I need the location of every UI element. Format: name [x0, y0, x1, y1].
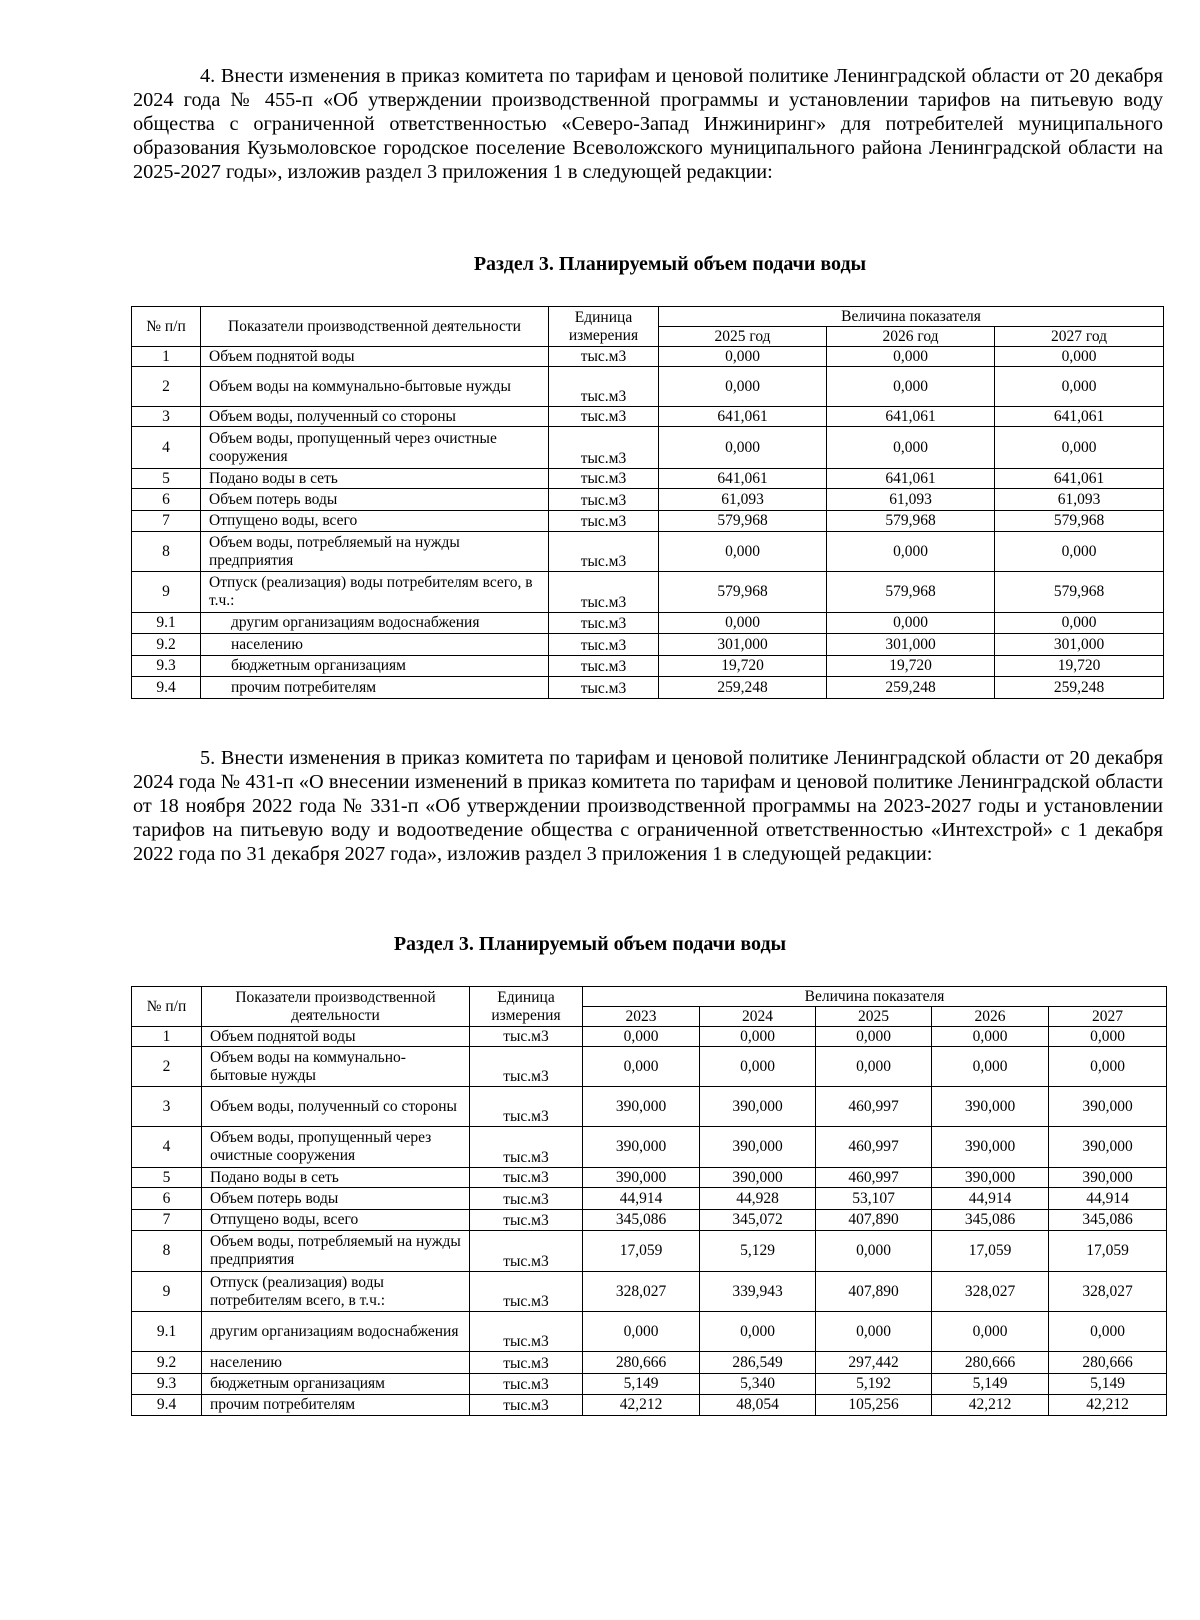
unit-cell: тыс.м3 [549, 634, 659, 656]
value-cell: 641,061 [827, 407, 995, 427]
value-cell: 259,248 [827, 677, 995, 699]
table-row [132, 532, 1164, 572]
row-number: 9.3 [132, 656, 201, 677]
table-2025-2027 [131, 306, 1164, 699]
table-2023-2027 [131, 986, 1167, 1416]
row-number: 9.1 [132, 613, 201, 634]
value-cell: 19,720 [827, 656, 995, 677]
indicator-name: Подано воды в сеть [202, 1168, 470, 1188]
col-header-indicator: Показатели производственной деятельности [201, 307, 549, 347]
table-row [132, 469, 1164, 489]
indicator-name: прочим потребителям [202, 1395, 470, 1416]
unit-cell: тыс.м3 [470, 1168, 583, 1188]
unit-cell: тыс.м3 [549, 427, 659, 469]
row-number: 9 [132, 572, 201, 613]
value-cell: 42,212 [932, 1395, 1049, 1416]
value-cell: 0,000 [659, 347, 827, 367]
row-number: 1 [132, 1027, 202, 1047]
value-cell: 0,000 [932, 1047, 1049, 1087]
table-row [132, 1374, 1167, 1395]
unit-cell: тыс.м3 [470, 1231, 583, 1272]
indicator-name: Объем воды, полученный со стороны [201, 407, 549, 427]
indicator-name: Объем потерь воды [201, 489, 549, 511]
row-number: 9.2 [132, 634, 201, 656]
unit-cell: тыс.м3 [470, 1395, 583, 1416]
value-cell: 0,000 [827, 367, 995, 407]
value-cell: 345,086 [1049, 1210, 1167, 1231]
row-number: 9.4 [132, 1395, 202, 1416]
indicator-name: населению [201, 634, 549, 656]
value-cell: 0,000 [659, 532, 827, 572]
value-cell: 641,061 [995, 469, 1164, 489]
col-header-year: 2027 [1049, 1007, 1167, 1027]
table-row [132, 1395, 1167, 1416]
col-header-year: 2023 [583, 1007, 700, 1027]
table-row [132, 1352, 1167, 1374]
value-cell: 0,000 [827, 347, 995, 367]
indicator-name: Подано воды в сеть [201, 469, 549, 489]
value-cell: 0,000 [659, 613, 827, 634]
unit-cell: тыс.м3 [549, 469, 659, 489]
unit-cell: тыс.м3 [470, 1272, 583, 1312]
value-cell: 390,000 [700, 1168, 816, 1188]
value-cell: 579,968 [659, 511, 827, 532]
table-row [132, 613, 1164, 634]
indicator-name: другим организациям водоснабжения [202, 1312, 470, 1352]
row-number: 1 [132, 347, 201, 367]
unit-cell: тыс.м3 [549, 367, 659, 407]
col-header-value: Величина показателя [659, 307, 1164, 327]
value-cell: 301,000 [659, 634, 827, 656]
value-cell: 390,000 [1049, 1087, 1167, 1127]
value-cell: 48,054 [700, 1395, 816, 1416]
value-cell: 42,212 [1049, 1395, 1167, 1416]
table-row [132, 677, 1164, 699]
value-cell: 0,000 [932, 1312, 1049, 1352]
col-header-indicator: Показатели производственной деятельности [202, 987, 470, 1027]
row-number: 9.2 [132, 1352, 202, 1374]
table-row [132, 1087, 1167, 1127]
value-cell: 5,340 [700, 1374, 816, 1395]
table-row [132, 1027, 1167, 1047]
unit-cell: тыс.м3 [470, 1027, 583, 1047]
table-row [132, 1127, 1167, 1168]
value-cell: 44,914 [1049, 1188, 1167, 1210]
indicator-name: Отпуск (реализация) воды потребителям всего, в т.ч.: [202, 1272, 470, 1312]
value-cell: 460,997 [816, 1087, 932, 1127]
table-row [132, 634, 1164, 656]
value-cell: 0,000 [700, 1027, 816, 1047]
value-cell: 19,720 [995, 656, 1164, 677]
unit-cell: тыс.м3 [549, 677, 659, 699]
value-cell: 0,000 [995, 347, 1164, 367]
table-row [132, 572, 1164, 613]
value-cell: 0,000 [995, 427, 1164, 469]
unit-cell: тыс.м3 [549, 407, 659, 427]
unit-cell: тыс.м3 [549, 572, 659, 613]
table-row [132, 1047, 1167, 1087]
indicator-name: Объем воды, потребляемый на нужды предприятия [201, 532, 549, 572]
unit-cell: тыс.м3 [549, 489, 659, 511]
value-cell: 339,943 [700, 1272, 816, 1312]
unit-cell: тыс.м3 [470, 1374, 583, 1395]
indicator-name: Отпуск (реализация) воды потребителям всего, в т.ч.: [201, 572, 549, 613]
value-cell: 641,061 [659, 407, 827, 427]
value-cell: 0,000 [816, 1312, 932, 1352]
value-cell: 17,059 [932, 1231, 1049, 1272]
value-cell: 259,248 [995, 677, 1164, 699]
value-cell: 579,968 [659, 572, 827, 613]
value-cell: 0,000 [827, 613, 995, 634]
section-4-paragraph: 4. Внести изменения в приказ комитета по тарифам и ценовой политике Ленинградской области от 20 декабря 2024 года № 455-п «Об утверждении производственной программы и установлении тарифов на питьевую воду общества с ограниченной ответственностью «Северо-Запад Инжиниринг» для потребителей муниципального образования Кузьмоловское городское поселение Всеволожского муниципального района Ленинградской области на 2025-2027 годы», изложив раздел 3 приложения 1 в следующей редакции: [133, 65, 1163, 183]
unit-cell: тыс.м3 [470, 1047, 583, 1087]
value-cell: 0,000 [827, 427, 995, 469]
value-cell: 328,027 [583, 1272, 700, 1312]
value-cell: 345,072 [700, 1210, 816, 1231]
value-cell: 390,000 [932, 1168, 1049, 1188]
value-cell: 0,000 [583, 1312, 700, 1352]
table-row [132, 347, 1164, 367]
value-cell: 105,256 [816, 1395, 932, 1416]
indicator-name: другим организациям водоснабжения [201, 613, 549, 634]
unit-cell: тыс.м3 [549, 656, 659, 677]
value-cell: 390,000 [932, 1127, 1049, 1168]
value-cell: 407,890 [816, 1210, 932, 1231]
indicator-name: Объем поднятой воды [201, 347, 549, 367]
value-cell: 301,000 [827, 634, 995, 656]
table-row [132, 407, 1164, 427]
unit-cell: тыс.м3 [470, 1210, 583, 1231]
value-cell: 44,914 [583, 1188, 700, 1210]
col-header-unit: Единица измерения [549, 307, 659, 347]
unit-cell: тыс.м3 [549, 613, 659, 634]
table-row [132, 511, 1164, 532]
table-row [132, 427, 1164, 469]
row-number: 4 [132, 427, 201, 469]
row-number: 2 [132, 367, 201, 407]
col-header-value: Величина показателя [583, 987, 1167, 1007]
col-header-year: 2024 [700, 1007, 816, 1027]
value-cell: 259,248 [659, 677, 827, 699]
indicator-name: Объем воды, полученный со стороны [202, 1087, 470, 1127]
col-header-number: № п/п [132, 307, 201, 347]
row-number: 9 [132, 1272, 202, 1312]
value-cell: 641,061 [659, 469, 827, 489]
unit-cell: тыс.м3 [549, 532, 659, 572]
row-number: 9.4 [132, 677, 201, 699]
value-cell: 44,914 [932, 1188, 1049, 1210]
unit-cell: тыс.м3 [470, 1188, 583, 1210]
value-cell: 0,000 [816, 1047, 932, 1087]
value-cell: 0,000 [827, 532, 995, 572]
col-header-unit: Единица измерения [470, 987, 583, 1027]
value-cell: 0,000 [659, 427, 827, 469]
value-cell: 345,086 [932, 1210, 1049, 1231]
value-cell: 579,968 [827, 511, 995, 532]
row-number: 8 [132, 532, 201, 572]
indicator-name: Отпущено воды, всего [201, 511, 549, 532]
value-cell: 390,000 [700, 1087, 816, 1127]
row-number: 6 [132, 489, 201, 511]
value-cell: 286,549 [700, 1352, 816, 1374]
row-number: 9.1 [132, 1312, 202, 1352]
col-header-year: 2025 год [659, 327, 827, 347]
indicator-name: бюджетным организациям [202, 1374, 470, 1395]
indicator-name: Объем поднятой воды [202, 1027, 470, 1047]
value-cell: 579,968 [995, 511, 1164, 532]
col-header-year: 2025 [816, 1007, 932, 1027]
indicator-name: Отпущено воды, всего [202, 1210, 470, 1231]
indicator-name: бюджетным организациям [201, 656, 549, 677]
unit-cell: тыс.м3 [549, 347, 659, 367]
value-cell: 579,968 [827, 572, 995, 613]
unit-cell: тыс.м3 [470, 1312, 583, 1352]
value-cell: 42,212 [583, 1395, 700, 1416]
unit-cell: тыс.м3 [470, 1352, 583, 1374]
row-number: 7 [132, 511, 201, 532]
value-cell: 328,027 [1049, 1272, 1167, 1312]
value-cell: 53,107 [816, 1188, 932, 1210]
value-cell: 280,666 [932, 1352, 1049, 1374]
indicator-name: Объем воды, потребляемый на нужды предприятия [202, 1231, 470, 1272]
value-cell: 44,928 [700, 1188, 816, 1210]
value-cell: 390,000 [1049, 1127, 1167, 1168]
row-number: 9.3 [132, 1374, 202, 1395]
section-5-paragraph: 5. Внести изменения в приказ комитета по тарифам и ценовой политике Ленинградской области от 20 декабря 2024 года № 431-п «О внесении изменений в приказ комитета по тарифам и ценовой политике Ленинградской области от 18 ноября 2022 года № 331-п «Об утверждении производственной программы на 2023-2027 годы и установлении тарифов на питьевую воду и водоотведение общества с ограниченной ответственностью «Интехстрой» с 1 декабря 2022 года по 31 декабря 2027 года», изложив раздел 3 приложения 1 в следующей редакции: [133, 747, 1163, 865]
row-number: 6 [132, 1188, 202, 1210]
row-number: 8 [132, 1231, 202, 1272]
value-cell: 17,059 [583, 1231, 700, 1272]
value-cell: 390,000 [932, 1087, 1049, 1127]
value-cell: 0,000 [995, 532, 1164, 572]
value-cell: 0,000 [1049, 1047, 1167, 1087]
indicator-name: Объем воды, пропущенный через очистные сооружения [201, 427, 549, 469]
table-row [132, 489, 1164, 511]
unit-cell: тыс.м3 [470, 1087, 583, 1127]
value-cell: 0,000 [932, 1027, 1049, 1047]
indicator-name: Объем воды, пропущенный через очистные сооружения [202, 1127, 470, 1168]
value-cell: 61,093 [827, 489, 995, 511]
unit-cell: тыс.м3 [549, 511, 659, 532]
value-cell: 5,149 [932, 1374, 1049, 1395]
unit-cell: тыс.м3 [470, 1127, 583, 1168]
row-number: 7 [132, 1210, 202, 1231]
value-cell: 0,000 [583, 1027, 700, 1047]
table-body [132, 347, 1164, 699]
value-cell: 0,000 [659, 367, 827, 407]
value-cell: 61,093 [659, 489, 827, 511]
value-cell: 460,997 [816, 1168, 932, 1188]
value-cell: 390,000 [583, 1127, 700, 1168]
value-cell: 280,666 [583, 1352, 700, 1374]
value-cell: 0,000 [583, 1047, 700, 1087]
value-cell: 390,000 [583, 1168, 700, 1188]
row-number: 3 [132, 407, 201, 427]
row-number: 3 [132, 1087, 202, 1127]
col-header-year: 2026 [932, 1007, 1049, 1027]
table-row [132, 1231, 1167, 1272]
value-cell: 5,129 [700, 1231, 816, 1272]
table-row [132, 1188, 1167, 1210]
indicator-name: Объем потерь воды [202, 1188, 470, 1210]
value-cell: 0,000 [995, 613, 1164, 634]
value-cell: 5,192 [816, 1374, 932, 1395]
value-cell: 0,000 [816, 1231, 932, 1272]
col-header-number: № п/п [132, 987, 202, 1027]
table-body [132, 1027, 1167, 1416]
value-cell: 390,000 [700, 1127, 816, 1168]
table-row [132, 1312, 1167, 1352]
value-cell: 328,027 [932, 1272, 1049, 1312]
value-cell: 17,059 [1049, 1231, 1167, 1272]
row-number: 4 [132, 1127, 202, 1168]
value-cell: 280,666 [1049, 1352, 1167, 1374]
table-row [132, 656, 1164, 677]
table-row [132, 367, 1164, 407]
value-cell: 297,442 [816, 1352, 932, 1374]
value-cell: 345,086 [583, 1210, 700, 1231]
indicator-name: Объем воды на коммунально-бытовые нужды [201, 367, 549, 407]
value-cell: 0,000 [700, 1047, 816, 1087]
value-cell: 0,000 [816, 1027, 932, 1047]
value-cell: 641,061 [995, 407, 1164, 427]
value-cell: 641,061 [827, 469, 995, 489]
value-cell: 407,890 [816, 1272, 932, 1312]
value-cell: 0,000 [1049, 1312, 1167, 1352]
value-cell: 579,968 [995, 572, 1164, 613]
value-cell: 0,000 [995, 367, 1164, 407]
value-cell: 5,149 [583, 1374, 700, 1395]
indicator-name: населению [202, 1352, 470, 1374]
section-5-table-heading: Раздел 3. Планируемый объем подачи воды [393, 933, 787, 955]
row-number: 2 [132, 1047, 202, 1087]
row-number: 5 [132, 469, 201, 489]
value-cell: 61,093 [995, 489, 1164, 511]
value-cell: 0,000 [1049, 1027, 1167, 1047]
col-header-year: 2026 год [827, 327, 995, 347]
indicator-name: Объем воды на коммунально-бытовые нужды [202, 1047, 470, 1087]
value-cell: 5,149 [1049, 1374, 1167, 1395]
col-header-year: 2027 год [995, 327, 1164, 347]
value-cell: 390,000 [1049, 1168, 1167, 1188]
value-cell: 301,000 [995, 634, 1164, 656]
value-cell: 19,720 [659, 656, 827, 677]
section-4-table-heading: Раздел 3. Планируемый объем подачи воды [473, 253, 867, 275]
table-row [132, 1168, 1167, 1188]
table-row [132, 1272, 1167, 1312]
row-number: 5 [132, 1168, 202, 1188]
table-row [132, 1210, 1167, 1231]
indicator-name: прочим потребителям [201, 677, 549, 699]
value-cell: 390,000 [583, 1087, 700, 1127]
value-cell: 460,997 [816, 1127, 932, 1168]
value-cell: 0,000 [700, 1312, 816, 1352]
